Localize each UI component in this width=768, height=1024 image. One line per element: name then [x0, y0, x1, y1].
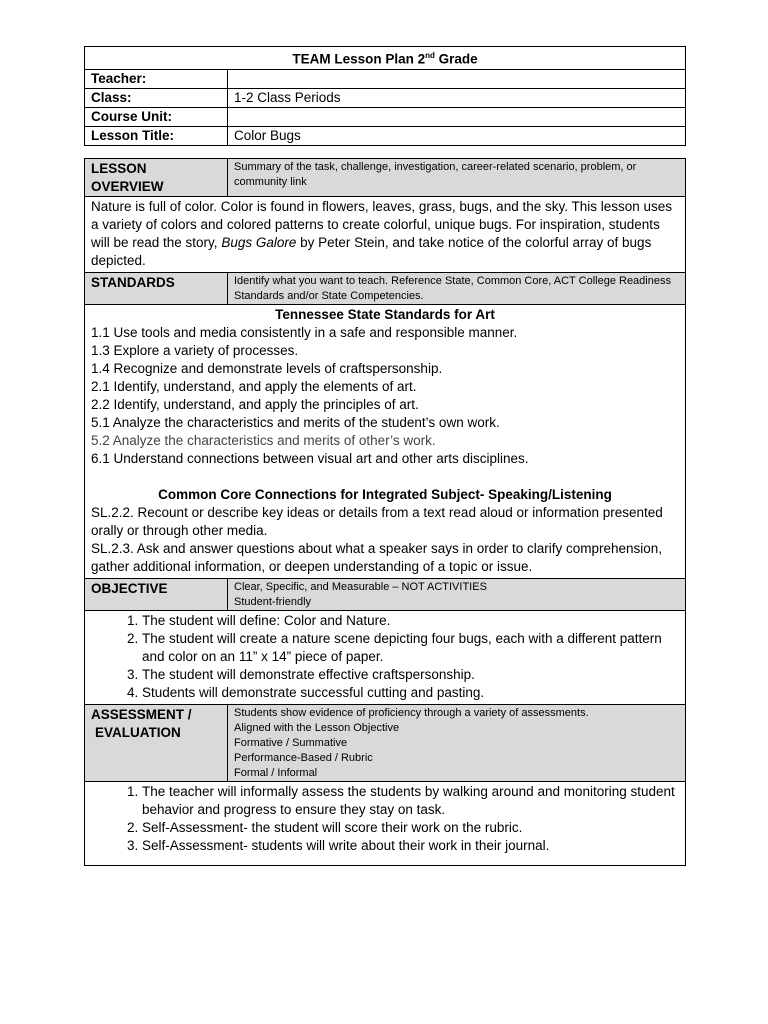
common-core-heading: Common Core Connections for Integrated Subject- Speaking/Listening: [158, 486, 612, 502]
objective-item: 1. The student will define: Color and Nature.: [142, 612, 679, 630]
tn-standards-heading: Tennessee State Standards for Art: [275, 306, 495, 322]
standard-item: 1.1 Use tools and media consistently in a safe and responsible manner.: [91, 324, 518, 340]
standard-item: 1.4 Recognize and demonstrate levels of craftspersonship.: [91, 360, 443, 376]
assessment-description: Students show evidence of proficiency through a variety of assessments. Aligned with the Lesson Objective Formative / Summative Performance-Based / Rubric Formal / Informal: [228, 704, 686, 781]
objective-item: 4. Students will demonstrate successful cutting and pasting.: [142, 684, 679, 702]
common-core-item: SL.2.2. Recount or describe key ideas or details from a text read aloud or information presented orally or through other media.: [91, 504, 663, 538]
standard-item: 6.1 Understand connections between visual art and other arts disciplines.: [91, 450, 529, 466]
assessment-list: [91, 783, 679, 855]
assessment-label: ASSESSMENT / EVALUATION: [85, 704, 228, 781]
standard-item: 5.1 Analyze the characteristics and merits of the student’s own work.: [91, 414, 500, 430]
standards-header-row: [85, 272, 686, 304]
assessment-item: 3. Self-Assessment- students will write about their work in their journal.: [142, 837, 679, 855]
lesson-plan-page: [84, 46, 686, 866]
header-row-teacher: [85, 69, 686, 88]
standards-description: Identify what you want to teach. Reference State, Common Core, ACT College Readiness Standards and/or State Competencies.: [228, 272, 686, 304]
overview-header-row: [85, 158, 686, 196]
objective-description: Clear, Specific, and Measurable – NOT ACTIVITIES Student-friendly: [228, 578, 686, 610]
course-unit-label: Course Unit:: [85, 107, 228, 126]
lesson-sections-table: [84, 158, 686, 866]
objective-label: OBJECTIVE: [85, 578, 228, 610]
book-title: Bugs Galore: [221, 234, 297, 250]
objective-header-row: [85, 578, 686, 610]
standards-label: STANDARDS: [85, 272, 228, 304]
header-row-class: [85, 88, 686, 107]
lesson-title-value: Color Bugs: [228, 126, 686, 145]
objective-content: [85, 610, 686, 704]
objective-item: 2. The student will create a nature scene depicting four bugs, each with a different pattern and color on an 11” x 14” piece of paper.: [142, 630, 679, 666]
standard-item: 2.2 Identify, understand, and apply the principles of art.: [91, 396, 419, 412]
overview-label: LESSON OVERVIEW: [85, 158, 228, 196]
overview-text: Nature is full of color. Color is found in flowers, leaves, grass, bugs, and the sky. This lesson uses a variety of colors and colored patterns to create colorful, unique bugs. For inspiration, students will be read the story, Bugs Galore by Peter Stein, and take notice of the colorful array of bugs depicted.: [85, 196, 686, 272]
standard-item: 5.2 Analyze the characteristics and merits of other’s work.: [91, 432, 436, 448]
document-title: TEAM Lesson Plan 2nd Grade: [85, 47, 686, 70]
standard-item: 1.3 Explore a variety of processes.: [91, 342, 299, 358]
header-table: [84, 46, 686, 146]
common-core-item: SL.2.3. Ask and answer questions about what a speaker says in order to clarify comprehension, gather additional information, or deepen understanding of a topic or issue.: [91, 540, 663, 574]
objective-item: 3. The student will demonstrate effective craftspersonship.: [142, 666, 679, 684]
objective-list: [91, 612, 679, 702]
standard-item: 2.1 Identify, understand, and apply the elements of art.: [91, 378, 417, 394]
class-label: Class:: [85, 88, 228, 107]
lesson-title-label: Lesson Title:: [85, 126, 228, 145]
teacher-value: [228, 69, 686, 88]
assessment-header-row: [85, 704, 686, 781]
standards-content: [85, 304, 686, 578]
header-row-lesson-title: [85, 126, 686, 145]
assessment-item: 2. Self-Assessment- the student will score their work on the rubric.: [142, 819, 679, 837]
teacher-label: Teacher:: [85, 69, 228, 88]
overview-description: Summary of the task, challenge, investigation, career-related scenario, problem, or community link: [228, 158, 686, 196]
assessment-content: [85, 781, 686, 865]
course-unit-value: [228, 107, 686, 126]
assessment-item: 1. The teacher will informally assess the students by walking around and monitoring student behavior and progress to ensure they stay on task.: [142, 783, 679, 819]
header-row-course-unit: [85, 107, 686, 126]
class-value: 1-2 Class Periods: [228, 88, 686, 107]
